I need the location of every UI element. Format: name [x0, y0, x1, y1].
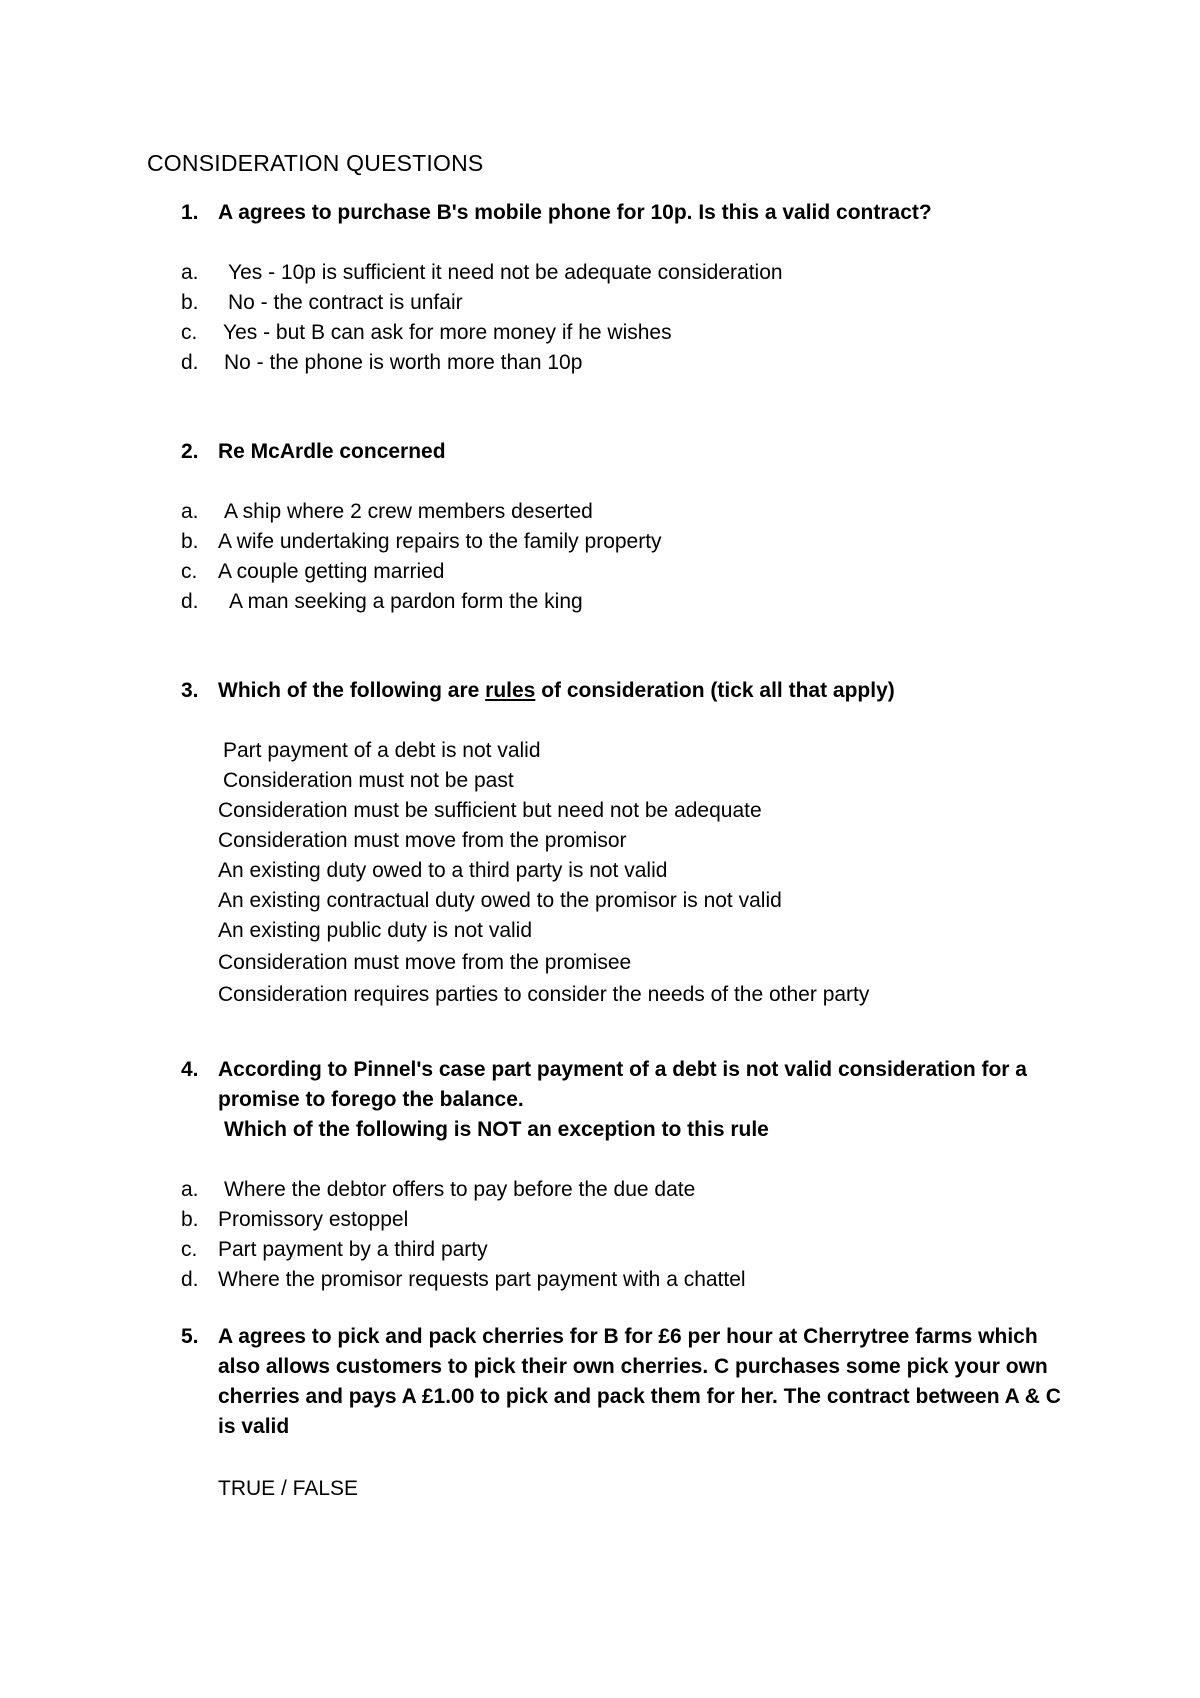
question-text: According to Pinnel's case part payment of a debt is not valid consideration for a promise to forego the balance. — [218, 1058, 1027, 1111]
question-number: 5. — [181, 1325, 199, 1348]
option-text: No - the phone is worth more than 10p — [224, 351, 583, 374]
question-subtext: Which of the following is NOT an exception to this rule — [224, 1118, 769, 1141]
option-letter: a. — [181, 500, 199, 523]
rule-item: Consideration requires parties to consider the needs of the other party — [218, 983, 870, 1006]
option-letter: b. — [181, 291, 199, 314]
question-text-end: of consideration (tick all that apply) — [535, 679, 895, 702]
true-false-answer: TRUE / FALSE — [218, 1477, 359, 1500]
rule-item: Part payment of a debt is not valid — [223, 739, 541, 762]
option-letter: b. — [181, 530, 199, 553]
option-text: Where the debtor offers to pay before the due date — [224, 1178, 696, 1201]
option-text: Promissory estoppel — [218, 1208, 409, 1231]
option-letter: d. — [181, 590, 199, 613]
option-letter: c. — [181, 321, 198, 344]
option-text: A ship where 2 crew members deserted — [224, 500, 593, 523]
rule-item: Consideration must move from the promisor — [218, 829, 627, 852]
underlined-word: rules — [485, 679, 536, 702]
option-text: A wife undertaking repairs to the family property — [218, 530, 662, 553]
option-text: Part payment by a third party — [218, 1238, 488, 1261]
rule-item: An existing contractual duty owed to the promisor is not valid — [218, 889, 782, 912]
option-text: No - the contract is unfair — [228, 291, 463, 314]
option-letter: b. — [181, 1208, 199, 1231]
option-text: A couple getting married — [218, 560, 445, 583]
question-text — [218, 676, 1098, 706]
question-text-start: Which of the following are — [218, 679, 486, 702]
option-letter: a. — [181, 1178, 199, 1201]
option-text: Where the promisor requests part payment with a chattel — [218, 1268, 746, 1291]
option-letter: c. — [181, 560, 198, 583]
question-number: 4. — [181, 1058, 199, 1081]
option-text: A man seeking a pardon form the king — [229, 590, 583, 613]
rule-item: Consideration must not be past — [223, 769, 514, 792]
page-title: CONSIDERATION QUESTIONS — [147, 150, 484, 176]
rule-item: An existing duty owed to a third party is not valid — [218, 859, 668, 882]
option-letter: a. — [181, 261, 199, 284]
rule-item: Consideration must move from the promisee — [218, 951, 632, 974]
option-letter: d. — [181, 351, 199, 374]
question-text: Re McArdle concerned — [218, 440, 446, 463]
option-text: Yes - but B can ask for more money if he wishes — [223, 321, 672, 344]
option-letter: d. — [181, 1268, 199, 1291]
rule-item: Consideration must be sufficient but need not be adequate — [218, 799, 762, 822]
question-text: A agrees to purchase B's mobile phone for 10p. Is this a valid contract? — [218, 201, 932, 224]
rule-item: An existing public duty is not valid — [218, 919, 533, 942]
question-text: A agrees to pick and pack cherries for B for £6 per hour at Cherrytree farms which also allows customers to pick their own cherries. C purchases some pick your own cherries and pays A £1.00 to pick and pack them for her. The contract between A & C is valid — [218, 1325, 1061, 1438]
option-text: Yes - 10p is sufficient it need not be adequate consideration — [228, 261, 783, 284]
question-number: 3. — [181, 679, 199, 702]
question-number: 2. — [181, 440, 199, 463]
question-number: 1. — [181, 201, 199, 224]
option-letter: c. — [181, 1238, 198, 1261]
